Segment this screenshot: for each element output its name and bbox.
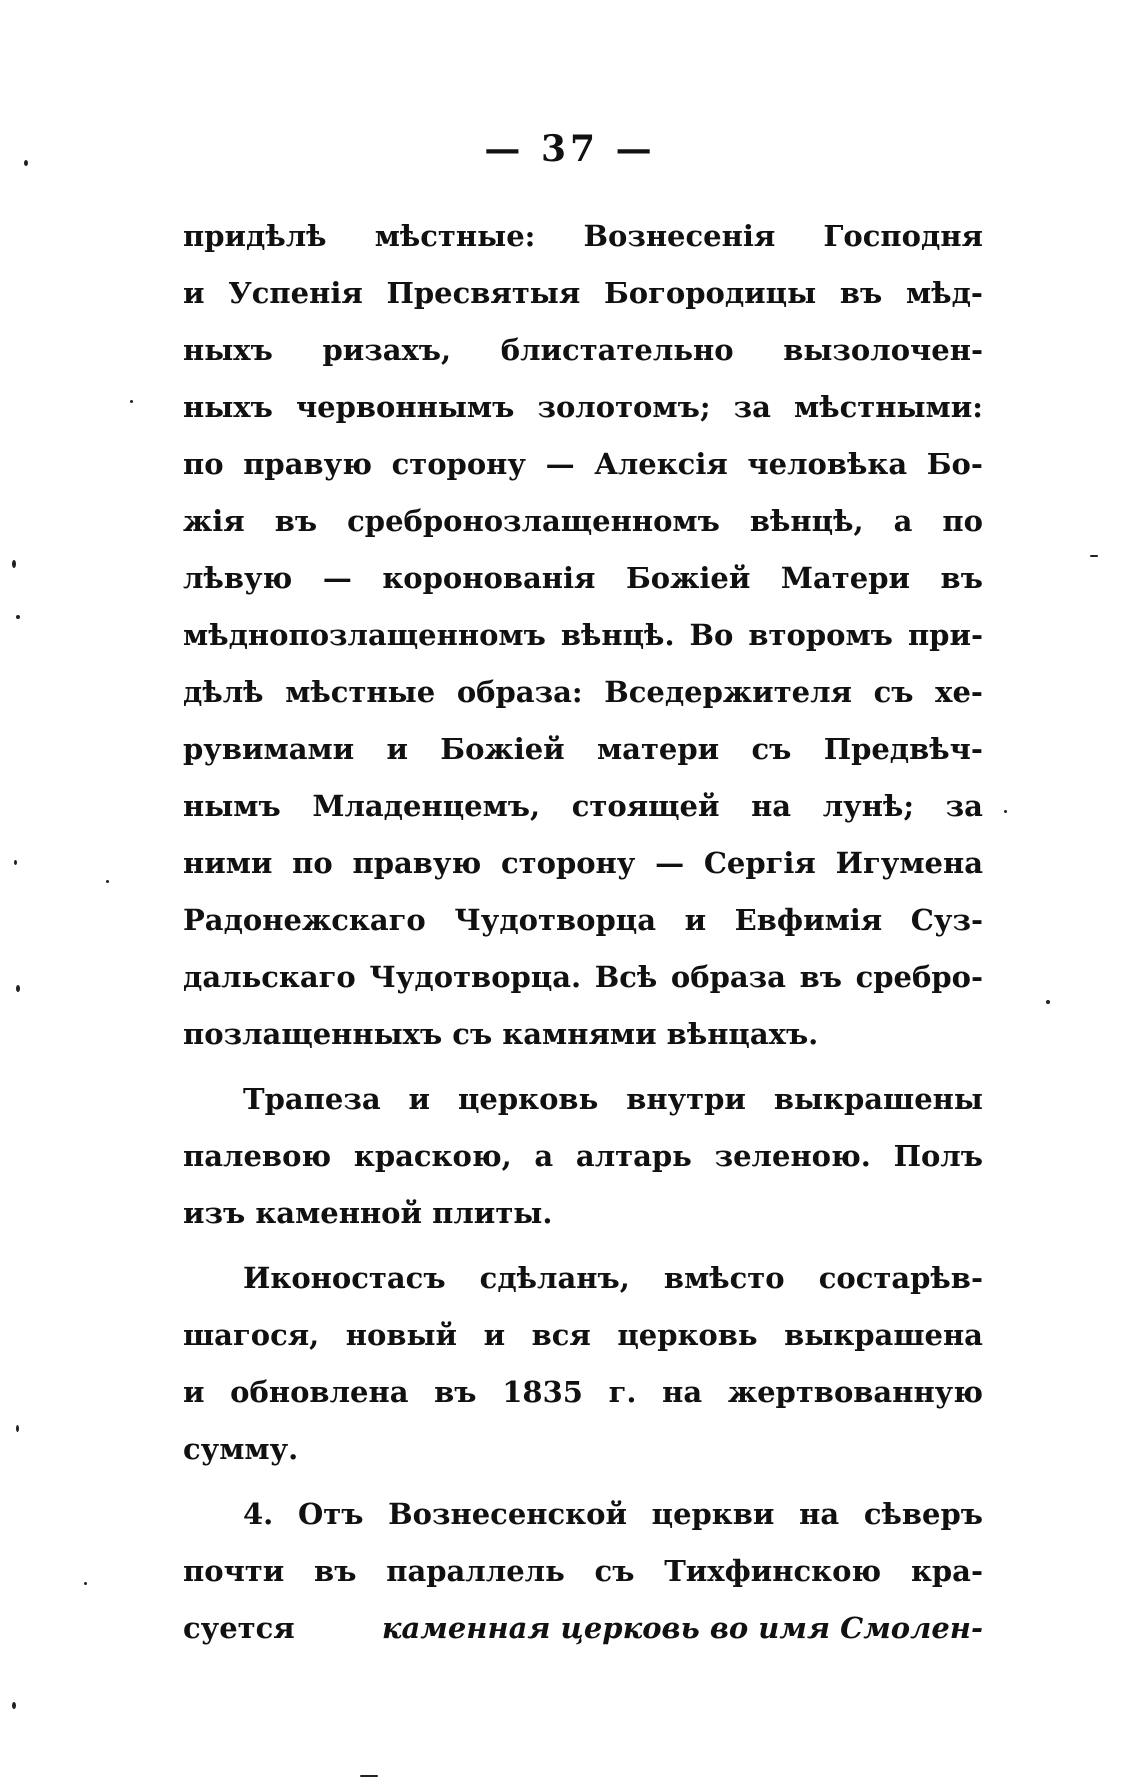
scan-speck	[360, 1775, 378, 1777]
word: по	[292, 846, 333, 880]
word: мѣстные	[285, 675, 436, 709]
scan-speck	[24, 160, 28, 166]
word: сѣверъ	[863, 1497, 983, 1531]
word: ныхъ	[183, 390, 273, 424]
page-number: — 37 —	[484, 128, 656, 170]
word: церкви	[651, 1497, 775, 1531]
word: второмъ	[748, 618, 893, 652]
word: ныхъ	[183, 333, 273, 367]
word: почти	[183, 1554, 285, 1588]
word: Во	[689, 618, 734, 652]
word: церковь	[617, 1318, 758, 1352]
word: придѣлѣ	[183, 219, 327, 253]
word: мѣстными:	[794, 390, 983, 424]
word: Бо-	[926, 447, 983, 481]
word: и	[684, 903, 707, 937]
word: въ	[839, 276, 883, 310]
word: Суз-	[910, 903, 983, 937]
text-line	[183, 1250, 983, 1307]
word: Радонежскаго	[183, 903, 426, 937]
word: —	[322, 561, 352, 595]
word: нымъ	[183, 789, 281, 823]
word: новый	[345, 1318, 458, 1352]
word: Господня	[823, 219, 983, 253]
word: выкрашена	[784, 1318, 983, 1352]
word: за	[945, 789, 983, 823]
text-line	[183, 607, 983, 664]
page-body-text	[183, 208, 983, 1657]
word: Пресвятыя	[386, 276, 581, 310]
word: по	[942, 504, 983, 538]
text-line: суется каменная церковь во имя Смолен-	[183, 1600, 983, 1657]
word: жертвованную	[727, 1375, 983, 1409]
word: сдѣланъ,	[479, 1261, 630, 1295]
word: алтарь	[575, 1139, 692, 1173]
italic-text: каменная церковь во имя Смолен-	[381, 1611, 983, 1645]
word: правую	[243, 447, 372, 481]
scan-speck	[12, 560, 16, 568]
scan-speck	[1090, 555, 1098, 557]
text-line	[183, 493, 983, 550]
word: блистательно	[500, 333, 734, 367]
word: Вседержителя	[604, 675, 852, 709]
text-line	[183, 265, 983, 322]
word: г.	[608, 1375, 637, 1409]
word: внутри	[626, 1082, 746, 1116]
text-line: позлащенныхъ съ камнями вѣнцахъ.	[183, 1017, 819, 1051]
word: хе-	[935, 675, 983, 709]
word: мѣстные:	[374, 219, 536, 253]
word: дальскаго	[183, 960, 356, 994]
text-line	[183, 892, 983, 949]
text-line	[183, 1128, 983, 1185]
word: а	[893, 504, 913, 538]
word: въ	[274, 504, 318, 538]
word: 4.	[243, 1497, 274, 1531]
word: обновлена	[230, 1375, 409, 1409]
scan-speck	[1046, 1000, 1050, 1004]
word: Иконостасъ	[243, 1261, 446, 1295]
text-line	[183, 379, 983, 436]
word: и	[386, 732, 408, 766]
text-line	[183, 1486, 983, 1543]
word: Младенцемъ,	[312, 789, 541, 823]
word: Чудотворца.	[369, 960, 582, 994]
word: —	[545, 447, 575, 481]
text-line	[183, 208, 983, 265]
paragraph-gap	[183, 1063, 983, 1071]
word: Евфимія	[734, 903, 883, 937]
word: палевою	[183, 1139, 332, 1173]
word: Богородицы	[603, 276, 817, 310]
word: дѣлѣ	[183, 675, 264, 709]
paragraph-gap	[183, 1478, 983, 1486]
word: при-	[907, 618, 983, 652]
text-line	[183, 322, 983, 379]
text-line	[183, 664, 983, 721]
word: червоннымъ	[295, 390, 515, 424]
text-line	[183, 1364, 983, 1421]
scan-speck	[16, 615, 20, 619]
text-line	[183, 1307, 983, 1364]
word: вмѣсто	[663, 1261, 785, 1295]
word: церковь	[457, 1082, 599, 1116]
word: Матери	[780, 561, 911, 595]
word: жія	[183, 504, 245, 538]
text-line: изъ каменной плиты.	[183, 1196, 553, 1230]
word: Вознесенской	[388, 1497, 627, 1531]
word: вѣнцѣ.	[560, 618, 675, 652]
word: Вознесенія	[583, 219, 776, 253]
word: ризахъ,	[322, 333, 452, 367]
word: Предвѣч-	[823, 732, 983, 766]
text-line	[183, 1071, 983, 1128]
word: ними	[183, 846, 273, 880]
scan-speck	[12, 1702, 16, 1709]
word: съ	[594, 1554, 635, 1588]
word: съ	[751, 732, 792, 766]
word: лѣвую	[183, 561, 293, 595]
word: коронованія	[382, 561, 596, 595]
scan-speck	[130, 400, 133, 403]
scan-speck	[1004, 810, 1007, 813]
word: на	[751, 789, 792, 823]
word: вѣнцѣ,	[749, 504, 864, 538]
word: параллель	[386, 1554, 565, 1588]
word: шагося,	[183, 1318, 320, 1352]
word: Чудотворца	[454, 903, 656, 937]
word: Сергія	[703, 846, 816, 880]
word: человѣка	[747, 447, 908, 481]
word: Трапеза	[243, 1082, 381, 1116]
scan-speck	[106, 880, 109, 883]
word: 1835	[502, 1375, 583, 1409]
scan-speck	[84, 1582, 87, 1585]
text-line: сумму.	[183, 1432, 299, 1466]
word: и	[483, 1318, 506, 1352]
word: краскою,	[353, 1139, 512, 1173]
word: стоящей	[571, 789, 720, 823]
word: Божіей	[625, 561, 751, 595]
word: и	[408, 1082, 431, 1116]
word: и	[183, 1375, 205, 1409]
word: въ	[799, 960, 842, 994]
word: выкрашены	[773, 1082, 983, 1116]
word: и	[183, 276, 205, 310]
word: сребро-	[855, 960, 983, 994]
word: сребронозлащенномъ	[347, 504, 720, 538]
word: сторону	[500, 846, 636, 880]
word: мѣд-	[906, 276, 983, 310]
word: Успенія	[228, 276, 363, 310]
scan-speck	[14, 860, 17, 865]
word: золотомъ;	[537, 390, 711, 424]
word: Полъ	[893, 1139, 983, 1173]
text-line	[183, 721, 983, 778]
word: мѣднопозлащенномъ	[183, 618, 546, 652]
word: образа	[670, 960, 786, 994]
word: Алексія	[594, 447, 728, 481]
word: а	[534, 1139, 554, 1173]
text-line	[183, 778, 983, 835]
word: Тихфинскою	[664, 1554, 882, 1588]
scan-speck	[16, 1425, 19, 1432]
text-line	[183, 949, 983, 1006]
word: матери	[596, 732, 720, 766]
paragraph-gap	[183, 1242, 983, 1250]
word: кра-	[910, 1554, 983, 1588]
word: Игумена	[835, 846, 983, 880]
word: въ	[940, 561, 983, 595]
word: вся	[531, 1318, 591, 1352]
word: на	[662, 1375, 703, 1409]
word: рувимами	[183, 732, 355, 766]
word: зеленою.	[714, 1139, 871, 1173]
word: въ	[314, 1554, 357, 1588]
word: съ	[873, 675, 914, 709]
word: Отъ	[297, 1497, 364, 1531]
word: лунѣ;	[822, 789, 915, 823]
word: по	[183, 447, 224, 481]
text-line	[183, 835, 983, 892]
word: правую	[352, 846, 482, 880]
word: состарѣв-	[818, 1261, 983, 1295]
word: образа:	[456, 675, 583, 709]
word: —	[655, 846, 685, 880]
word: за	[733, 390, 771, 424]
text-line	[183, 436, 983, 493]
word: на	[799, 1497, 840, 1531]
word: въ	[434, 1375, 477, 1409]
text-line	[183, 1543, 983, 1600]
text-line	[183, 550, 983, 607]
word: Всѣ	[594, 960, 658, 994]
word: вызолочен-	[783, 333, 983, 367]
word: Божіей	[440, 732, 565, 766]
word: сторону	[391, 447, 526, 481]
scan-speck	[16, 985, 20, 992]
